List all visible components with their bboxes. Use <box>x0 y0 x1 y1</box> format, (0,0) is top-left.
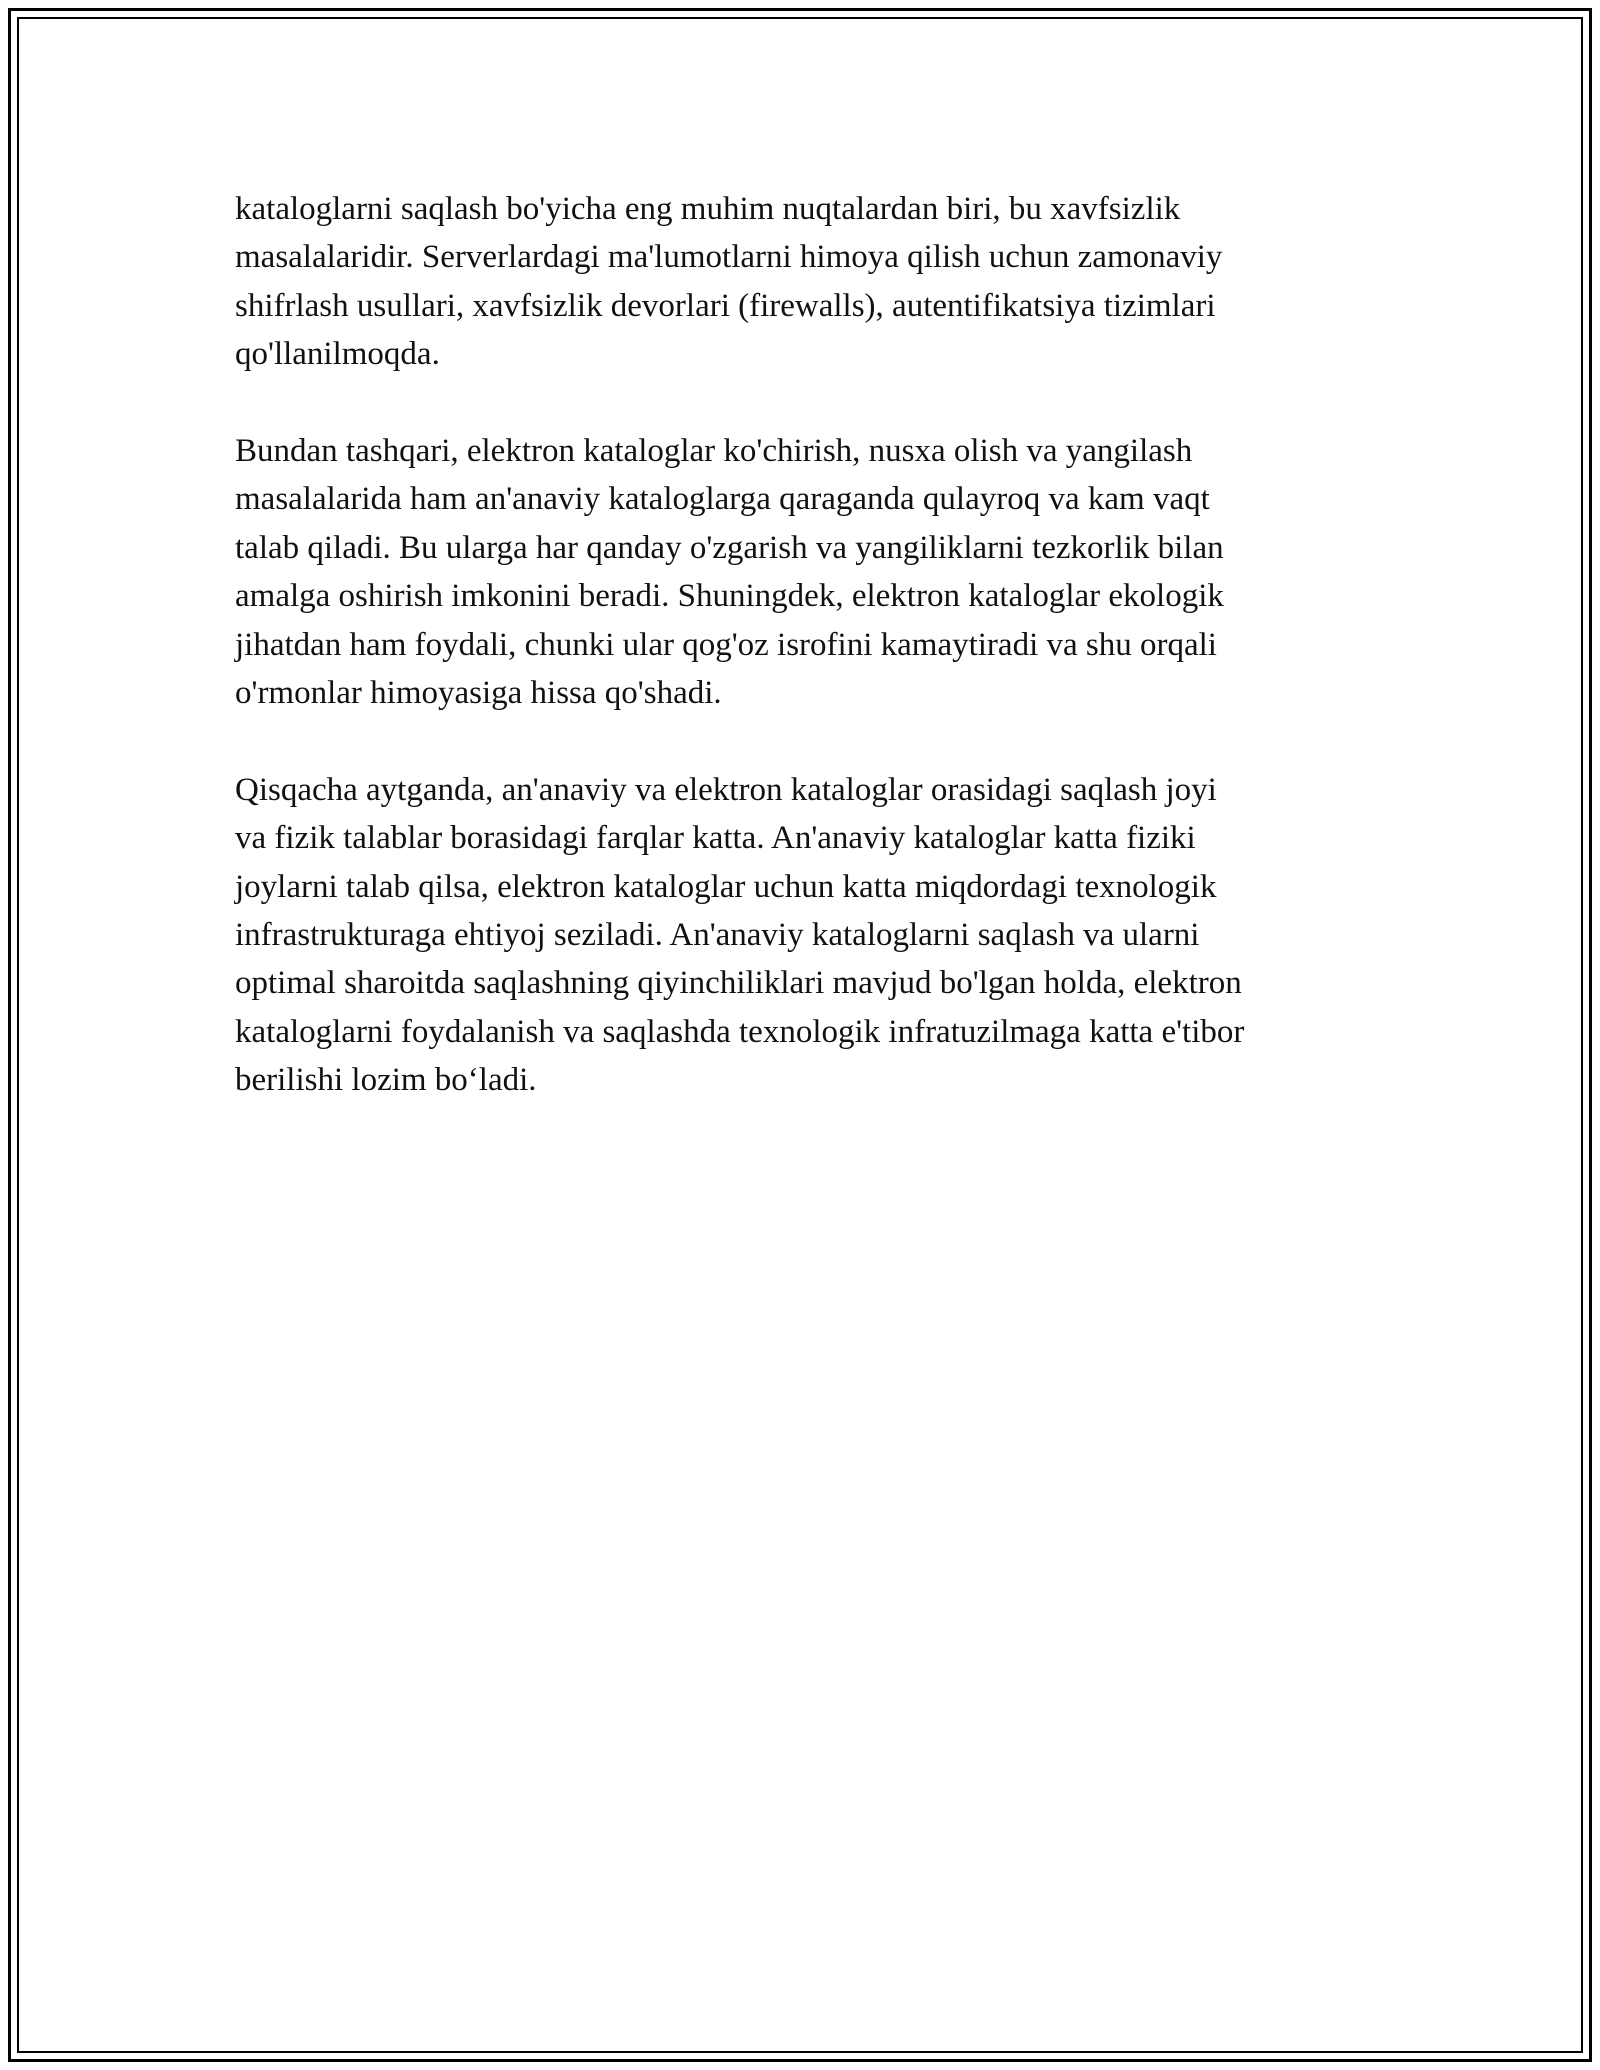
paragraph-security: kataloglarni saqlash bo'yicha eng muhim nuqtalardan biri, bu xavfsizlik masalalaridir. Serverlardagi ma'lumotlarni himoya qilish uchun zamonaviy shifrlash usullari, xavfsizlik devorlari (firewalls), autentifikatsiya tizimlari qo'llanilmoqda. <box>235 191 1223 373</box>
paragraph-advantages: Bundan tashqari, elektron kataloglar ko'chirish, nusxa olish va yangilash masalalarida ham an'anaviy kataloglarga qaraganda qulayroq va kam vaqt talab qiladi. Bu ularga har qanday o'zgarish va yangiliklarni tezkorlik bilan amalga oshirish imkonini beradi. Shuningdek, elektron kataloglar ekologik jihatdan ham foydali, chunki ular qog'oz isrofini kamaytiradi va shu orqali o'rmonlar himoyasiga hissa qo'shadi. <box>235 433 1224 712</box>
paragraph-summary: Qisqacha aytganda, an'anaviy va elektron kataloglar orasidagi saqlash joyi va fizik talablar borasidagi farqlar katta. An'anaviy kataloglar katta fiziki joylarni talab qilsa, elektron kataloglar uchun katta miqdordagi texnologik infrastrukturaga ehtiyoj seziladi. An'anaviy kataloglarni saqlash va ularni optimal sharoitda saqlashning qiyinchiliklari mavjud bo'lgan holda, elektron kataloglarni foydalanish va saqlashda texnologik infratuzilmaga katta e'tibor berilishi lozim bo‘ladi. <box>235 771 1245 1099</box>
document-body <box>235 185 1365 1153</box>
